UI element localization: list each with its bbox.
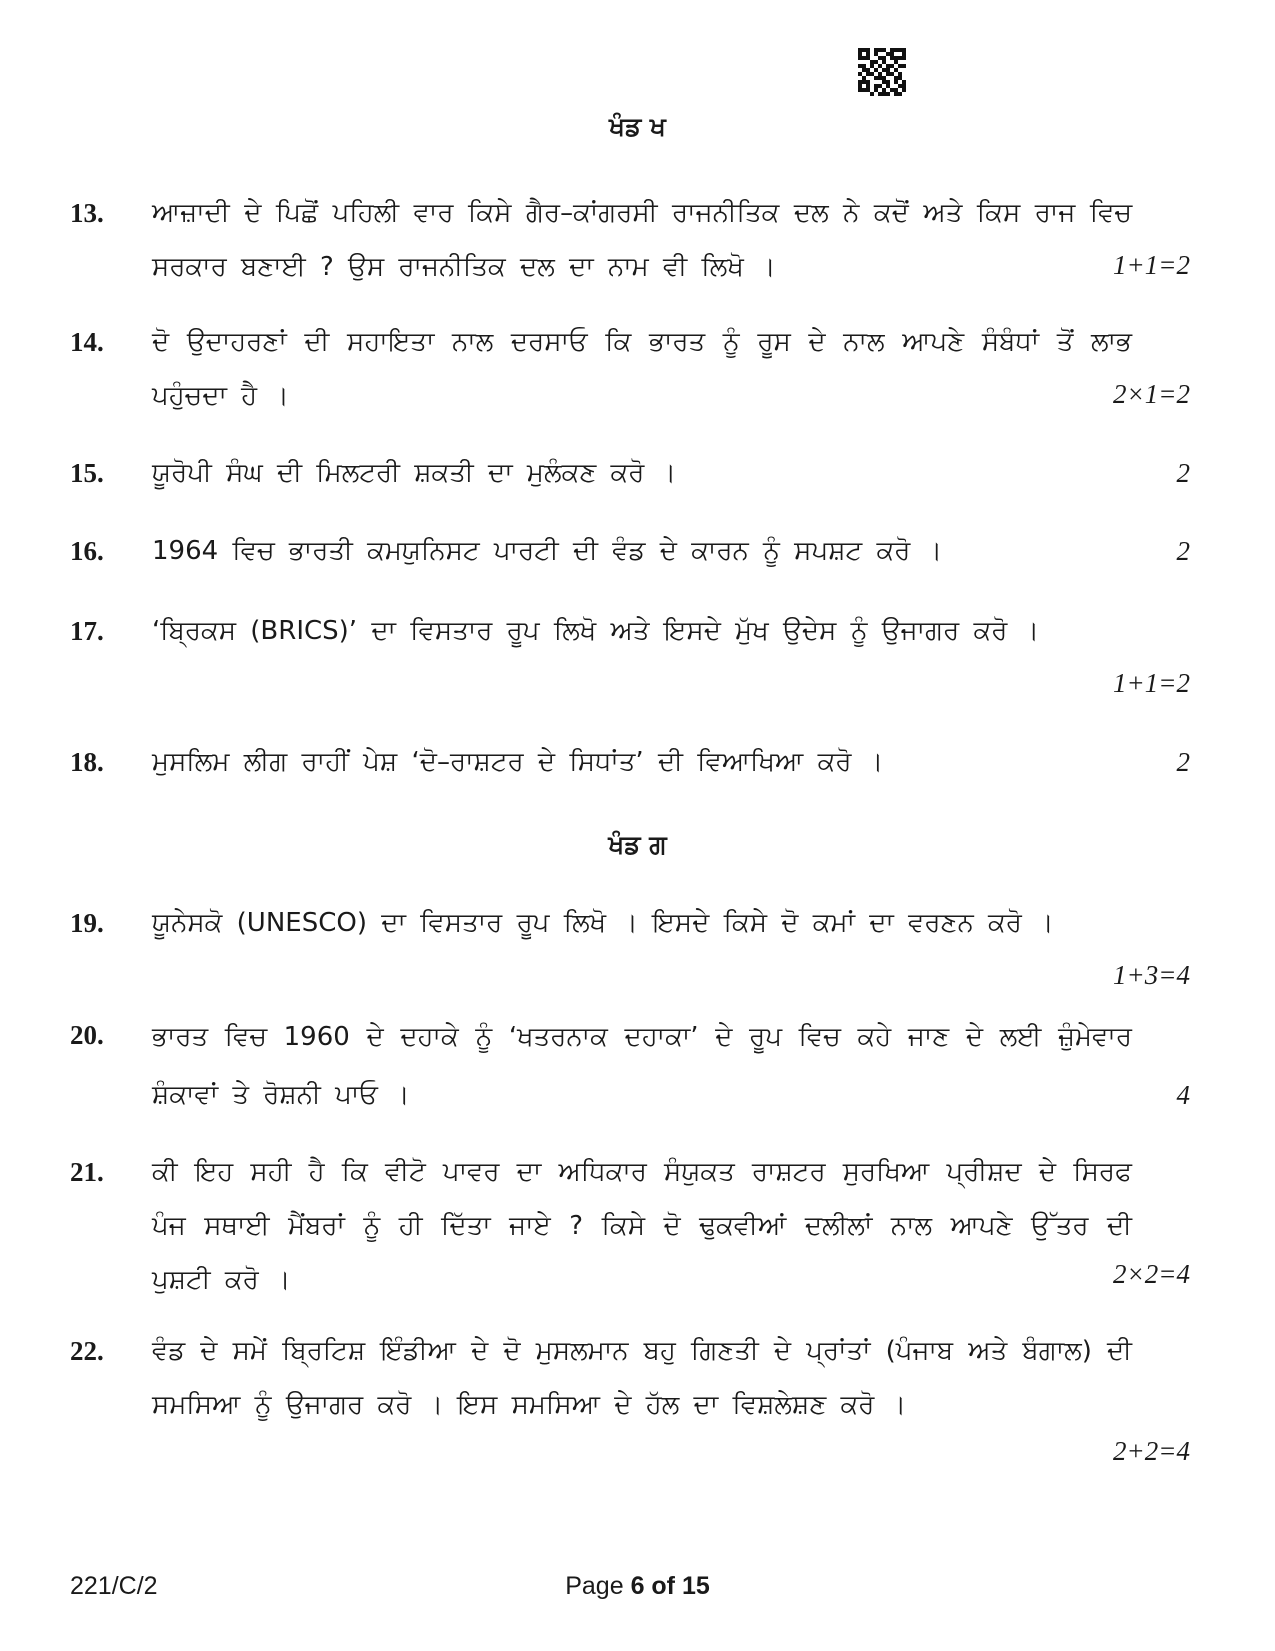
question-marks: 2 xyxy=(1176,747,1190,777)
question-marks: 4 xyxy=(1176,1080,1190,1110)
question-number: 15. xyxy=(70,458,104,488)
question-number: 19. xyxy=(70,908,104,938)
question-text: ਭਾਰਤ ਵਿਚ 1960 ਦੇ ਦਹਾਕੇ ਨੂੰ ‘ਖਤਰਨਾਕ ਦਹਾਕਾ’ ਦੇ ਰੂਪ ਵਿਚ ਕਹੇ ਜਾਣ ਦੇ ਲਈ ਜ਼ੁੰਮੇਵਾਰ ਸ਼ੰਕਾਵਾਂ ਤੇ ਰੋਸ਼ਨੀ ਪਾਓ । xyxy=(152,1022,1132,1110)
question-number: 13. xyxy=(70,198,104,228)
question-text: ਵੰਡ ਦੇ ਸਮੇਂ ਬ੍ਰਿਟਿਸ਼ ਇੰਡੀਆ ਦੇ ਦੋ ਮੁਸਲਮਾਨ ਬਹੁ ਗਿਣਤੀ ਦੇ ਪ੍ਰਾਂਤਾਂ (ਪੰਜਾਬ ਅਤੇ ਬੰਗਾਲ) ਦੀ ਸਮਸਿਆ ਨੂੰ ਉਜਾਗਰ ਕਰੋ । ਇਸ ਸਮਸਿਆ ਦੇ ਹੱਲ ਦਾ ਵਿਸ਼ਲੇਸ਼ਣ ਕਰੋ । xyxy=(152,1336,1132,1420)
question-number: 21. xyxy=(70,1157,104,1187)
question-text: ਯੂਰੋਪੀ ਸੰਘ ਦੀ ਮਿਲਟਰੀ ਸ਼ਕਤੀ ਦਾ ਮੁਲੰਕਣ ਕਰੋ । xyxy=(152,458,677,488)
question-marks: 2 xyxy=(1176,458,1190,488)
page-prefix: Page xyxy=(565,1572,631,1600)
question-number: 22. xyxy=(70,1336,104,1366)
question-marks: 2 xyxy=(1176,536,1190,566)
question-marks: 2×1=2 xyxy=(1113,379,1190,409)
page-indicator xyxy=(0,1572,1275,1601)
question-marks: 1+1=2 xyxy=(1113,250,1190,280)
question-marks: 1+1=2 xyxy=(1113,668,1190,698)
question-text: ‘ਬ੍ਰਿਕਸ (BRICS)’ ਦਾ ਵਿਸਤਾਰ ਰੂਪ ਲਿਖੋ ਅਤੇ ਇਸਦੇ ਮੁੱਖ ਉਦੇਸ ਨੂੰ ਉਜਾਗਰ ਕਰੋ । xyxy=(152,616,1040,646)
section-title-c: ਖੰਡ ਗ xyxy=(608,830,667,859)
page-total: 15 xyxy=(681,1572,710,1600)
question-number: 14. xyxy=(70,327,104,357)
question-text: ਦੋ ਉਦਾਹਰਣਾਂ ਦੀ ਸਹਾਇਤਾ ਨਾਲ ਦਰਸਾਓ ਕਿ ਭਾਰਤ ਨੂੰ ਰੂਸ ਦੇ ਨਾਲ ਆਪਣੇ ਸੰਬੰਧਾਂ ਤੋਂ ਲਾਭ ਪਹੁੰਚਦਾ ਹੈ । xyxy=(152,327,1132,411)
question-marks: 2×2=4 xyxy=(1113,1259,1190,1289)
question-number: 20. xyxy=(70,1020,104,1050)
page-current: 6 xyxy=(630,1572,645,1600)
page-of: of xyxy=(644,1572,682,1600)
question-text: ਮੁਸਲਿਮ ਲੀਗ ਰਾਹੀਂ ਪੇਸ਼ ‘ਦੋ–ਰਾਸ਼ਟਰ ਦੇ ਸਿਧਾਂਤ’ ਦੀ ਵਿਆਖਿਆ ਕਰੋ । xyxy=(152,747,884,777)
section-title-b: ਖੰਡ ਖ xyxy=(609,112,666,141)
question-text: ਕੀ ਇਹ ਸਹੀ ਹੈ ਕਿ ਵੀਟੋ ਪਾਵਰ ਦਾ ਅਧਿਕਾਰ ਸੰਯੁਕਤ ਰਾਸ਼ਟਰ ਸੁਰਖਿਆ ਪ੍ਰੀਸ਼ਦ ਦੇ ਸਿਰਫ ਪੰਜ ਸਥਾਈ ਮੈਂਬਰਾਂ ਨੂੰ ਹੀ ਦਿੱਤਾ ਜਾਏ ? ਕਿਸੇ ਦੋ ਢੁਕਵੀਆਂ ਦਲੀਲਾਂ ਨਾਲ ਆਪਣੇ ਉੱਤਰ ਦੀ ਪੁਸ਼ਟੀ ਕਰੋ । xyxy=(152,1157,1132,1295)
question-number: 18. xyxy=(70,747,104,777)
question-text: 1964 ਵਿਚ ਭਾਰਤੀ ਕਮਯੁਨਿਸਟ ਪਾਰਟੀ ਦੀ ਵੰਡ ਦੇ ਕਾਰਨ ਨੂੰ ਸਪਸ਼ਟ ਕਰੋ । xyxy=(152,536,943,566)
qr-code xyxy=(858,48,906,96)
question-marks: 2+2=4 xyxy=(1113,1436,1190,1466)
question-text: ਯੂਨੇਸਕੋ (UNESCO) ਦਾ ਵਿਸਤਾਰ ਰੂਪ ਲਿਖੋ । ਇਸਦੇ ਕਿਸੇ ਦੋ ਕਮਾਂ ਦਾ ਵਰਣਨ ਕਰੋ । xyxy=(152,908,1054,938)
paper-code: 221/C/2 xyxy=(70,1572,158,1600)
question-number: 17. xyxy=(70,616,104,646)
question-marks: 1+3=4 xyxy=(1113,960,1190,990)
question-number: 16. xyxy=(70,536,104,566)
question-text: ਆਜ਼ਾਦੀ ਦੇ ਪਿਛੋਂ ਪਹਿਲੀ ਵਾਰ ਕਿਸੇ ਗੈਰ–ਕਾਂਗਰਸੀ ਰਾਜਨੀਤਿਕ ਦਲ ਨੇ ਕਦੋਂ ਅਤੇ ਕਿਸ ਰਾਜ ਵਿਚ ਸਰਕਾਰ ਬਣਾਈ ? ਉਸ ਰਾਜਨੀਤਿਕ ਦਲ ਦਾ ਨਾਮ ਵੀ ਲਿਖੋ । xyxy=(152,198,1132,282)
